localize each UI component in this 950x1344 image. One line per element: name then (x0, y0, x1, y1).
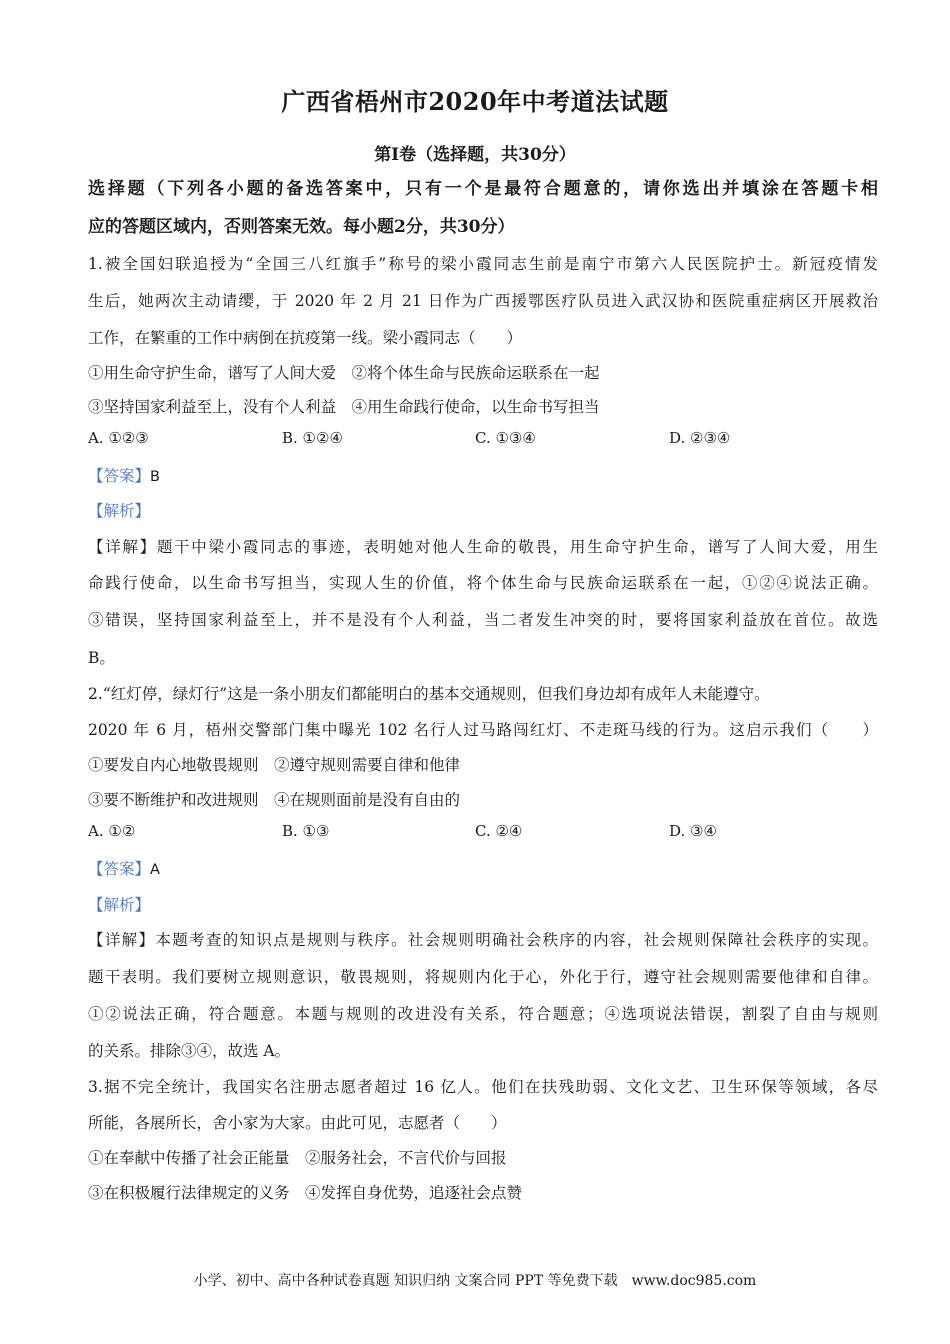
q1-detail-line-4: B。 (88, 649, 115, 667)
q1-detail-line-3: ③错误，坚持国家利益至上，并不是没有个人利益，当二者发生冲突的时，要将国家利益放在首位。故选 (88, 611, 878, 629)
q3-stem-line-1: 3.据不完全统计，我国实名注册志愿者超过 16 亿人。他们在扶残助弱、文化文艺、卫生环保等领域，各尽 (88, 1078, 878, 1096)
q3-item-line-2: ③在积极履行法律规定的义务 ④发挥自身优势，追逐社会点赞 (88, 1184, 523, 1202)
q3-stem-line-2: 所能，各展所长，舍小家为大家。由此可见，志愿者（ ） (88, 1114, 507, 1132)
q2-detail-line-4: 的关系。排除③④，故选 A。 (88, 1042, 291, 1060)
q2-option-a: A. ①② (88, 822, 136, 840)
q2-detail-line-1 (88, 928, 878, 950)
q1-detail-line-1 (88, 535, 878, 557)
q1-item-line-2: ③坚持国家利益至上，没有个人利益 ④用生命践行使命，以生命书写担当 (88, 398, 600, 416)
q1-answer-label: 【答案】 (88, 467, 151, 485)
q2-analysis-label: 【解析】 (88, 896, 151, 914)
q1-item-line-1: ①用生命守护生命，谱写了人间大爱 ②将个体生命与民族命运联系在一起 (88, 364, 600, 382)
q1-detail-line-2: 命践行使命，以生命书写担当，实现人生的价值，将个体生命与民族命运联系在一起，①②④说法正确。 (88, 574, 878, 592)
q2-detail-line-3: ①②说法正确，符合题意。本题与规则的改进没有关系，符合题意；④选项说法错误，割裂了自由与规则 (88, 1005, 878, 1023)
section-title: 第Ⅰ卷（选择题，共30分） (374, 145, 576, 165)
q2-answer (88, 857, 878, 879)
q2-answer-value: A (150, 862, 160, 878)
q2-option-b: B. ①③ (282, 822, 330, 840)
q2-answer-label: 【答案】 (88, 860, 151, 878)
q1-stem-line-1: 1.被全国妇联追授为“全国三八红旗手”称号的梁小霞同志生前是南宁市第六人民医院护士。新冠疫情发 (88, 255, 878, 273)
q1-stem-line-2: 生后，她两次主动请缨，于 2020 年 2 月 21 日作为广西援鄂医疗队员进入武汉协和医院重症病区开展救治 (88, 292, 878, 310)
q3-item-line-1: ①在奉献中传播了社会正能量 ②服务社会，不言代价与回报 (88, 1149, 507, 1167)
q1-answer (88, 464, 878, 486)
q1-option-b: B. ①②④ (282, 429, 343, 447)
q2-item-line-2: ③要不断维护和改进规则 ④在规则面前是没有自由的 (88, 791, 461, 809)
q2-detail-label: 【详解】 (88, 931, 156, 949)
q2-option-c: C. ②④ (475, 822, 523, 840)
q2-item-line-1: ①要发自内心地敬畏规则 ②遵守规则需要自律和他律 (88, 756, 461, 774)
q1-stem-line-3: 工作，在繁重的工作中病倒在抗疫第一线。梁小霞同志（ ） (88, 329, 523, 347)
q1-option-c: C. ①③④ (475, 429, 536, 447)
q1-analysis-label: 【解析】 (88, 502, 151, 520)
q1-detail-label: 【详解】 (88, 538, 157, 556)
q2-detail-text-1: 本题考查的知识点是规则与秩序。社会规则明确社会秩序的内容，社会规则保障社会秩序的实现。 (155, 931, 878, 949)
q2-detail-line-2: 题干表明。我们要树立规则意识，敬畏规则，将规则内化于心，外化于行，遵守社会规则需要他律和自律。 (88, 968, 878, 986)
q2-stem-line-1: 2.“红灯停，绿灯行”这是一条小朋友们都能明白的基本交通规则，但我们身边却有成年人未能遵守。 (88, 685, 770, 703)
instructions-line-1: 选择题（下列各小题的备选答案中，只有一个是最符合题意的，请你选出并填涂在答题卡相 (88, 179, 878, 199)
q1-answer-value: B (150, 469, 160, 485)
instructions-line-2: 应的答题区域内，否则答案无效。每小题2分，共30分） (88, 217, 515, 237)
q2-option-d: D. ③④ (669, 822, 717, 840)
q1-detail-text-1: 题干中梁小霞同志的事迹，表明她对他人生命的敬畏，用生命守护生命，谱写了人间大爱，用生 (156, 538, 878, 556)
q1-option-d: D. ②③④ (669, 429, 731, 447)
q2-stem-line-2: 2020 年 6 月，梧州交警部门集中曝光 102 名行人过马路闯红灯、不走斑马线的行为。这启示我们（ ） (88, 721, 878, 739)
document-title: 广西省梧州市2020年中考道法试题 (281, 87, 669, 116)
page-footer: 小学、初中、高中各种试卷真题 知识归纳 文案合同 PPT 等免费下载 www.doc985.com (193, 1273, 757, 1289)
q1-option-a: A. ①②③ (88, 429, 149, 447)
